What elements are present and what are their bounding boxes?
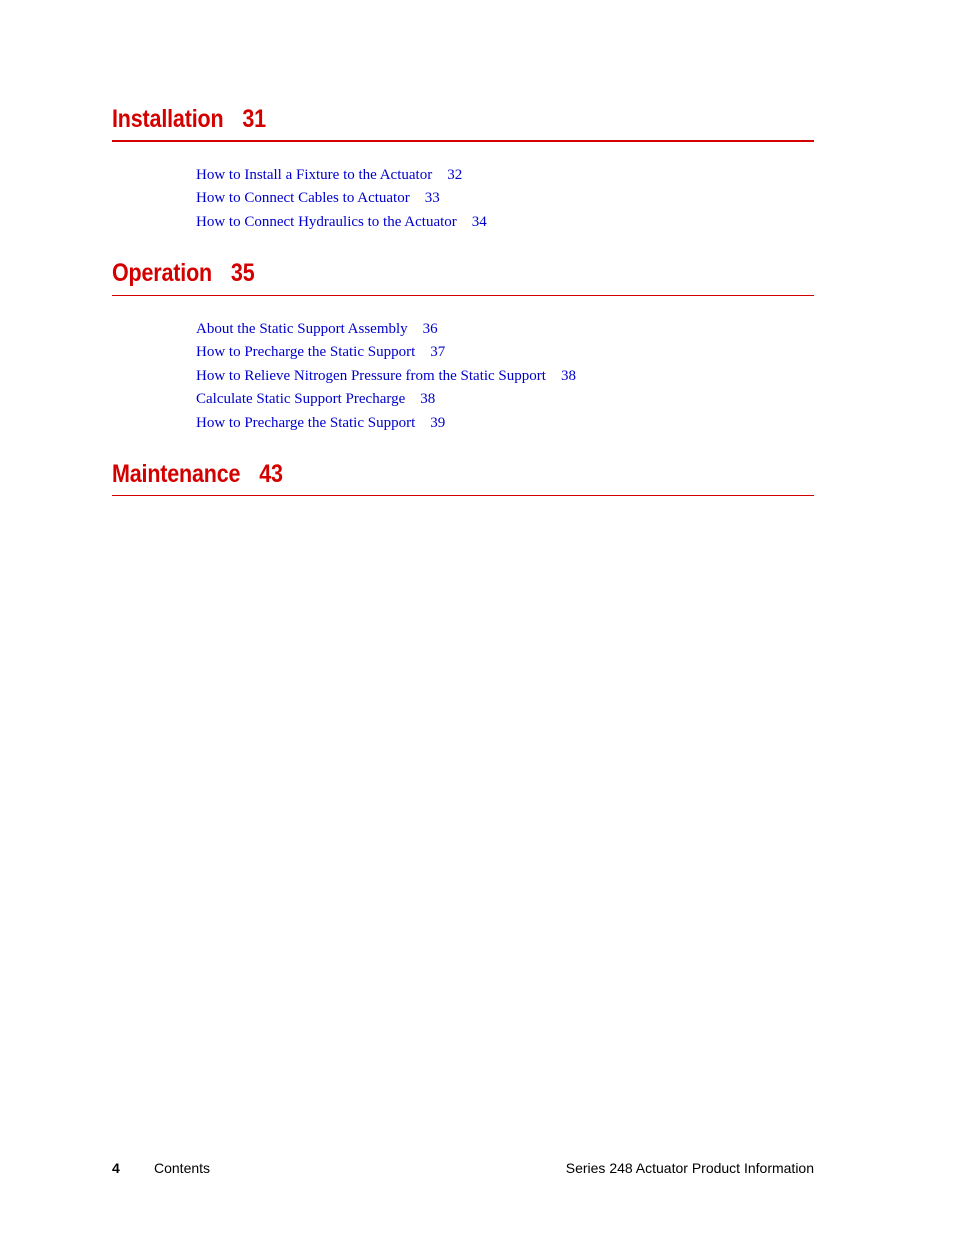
toc-entry-label: About the Static Support Assembly [196,321,408,337]
section-heading[interactable] [112,258,716,288]
toc-entry[interactable] [196,341,576,364]
section-divider [112,295,814,296]
toc-entry-list [196,318,576,435]
section-title: Maintenance [112,460,241,488]
toc-section-maintenance [112,459,814,489]
footer-document-title: Series 248 Actuator Product Information [565,1160,814,1176]
toc-entry[interactable] [196,365,576,388]
toc-entry-label: Calculate Static Support Precharge [196,391,406,408]
section-heading[interactable] [112,104,716,134]
section-page-number: 35 [230,259,255,287]
section-divider [112,495,814,496]
toc-entry-label: How to Relieve Nitrogen Pressure from the Static Support [196,367,546,384]
toc-section-installation [112,104,814,230]
toc-entry-page: 33 [424,190,440,207]
section-divider [112,140,814,142]
toc-section-operation [112,258,814,431]
toc-entry-list [196,164,487,234]
toc-entry-label: How to Precharge the Static Support [196,414,416,431]
section-page-number: 31 [242,105,266,133]
toc-entry-label: How to Precharge the Static Support [196,344,416,361]
toc-entry-page: 36 [422,321,438,337]
toc-entry-label: How to Connect Cables to Actuator [196,190,410,207]
toc-entry-page: 37 [430,344,446,361]
section-heading[interactable] [112,459,716,489]
toc-entry[interactable] [196,164,487,187]
toc-entry-label: How to Connect Hydraulics to the Actuator [196,213,457,230]
section-title: Installation [112,105,224,133]
section-page-number: 43 [259,460,283,488]
toc-entry-page: 38 [560,367,576,384]
toc-entry-page: 34 [471,213,487,230]
toc-entry[interactable] [196,211,487,234]
toc-entry-page: 38 [420,391,436,408]
toc-entry-label: How to Install a Fixture to the Actuator [196,167,433,183]
toc-entry[interactable] [196,412,576,435]
footer-page-number: 4 [112,1160,120,1176]
toc-entry-page: 39 [430,414,446,431]
footer-section-label: Contents [154,1160,211,1176]
toc-entry[interactable] [196,318,576,341]
section-title: Operation [112,259,213,287]
toc-entry-page: 32 [447,167,463,183]
toc-entry[interactable] [196,187,487,210]
toc-entry[interactable] [196,388,576,411]
